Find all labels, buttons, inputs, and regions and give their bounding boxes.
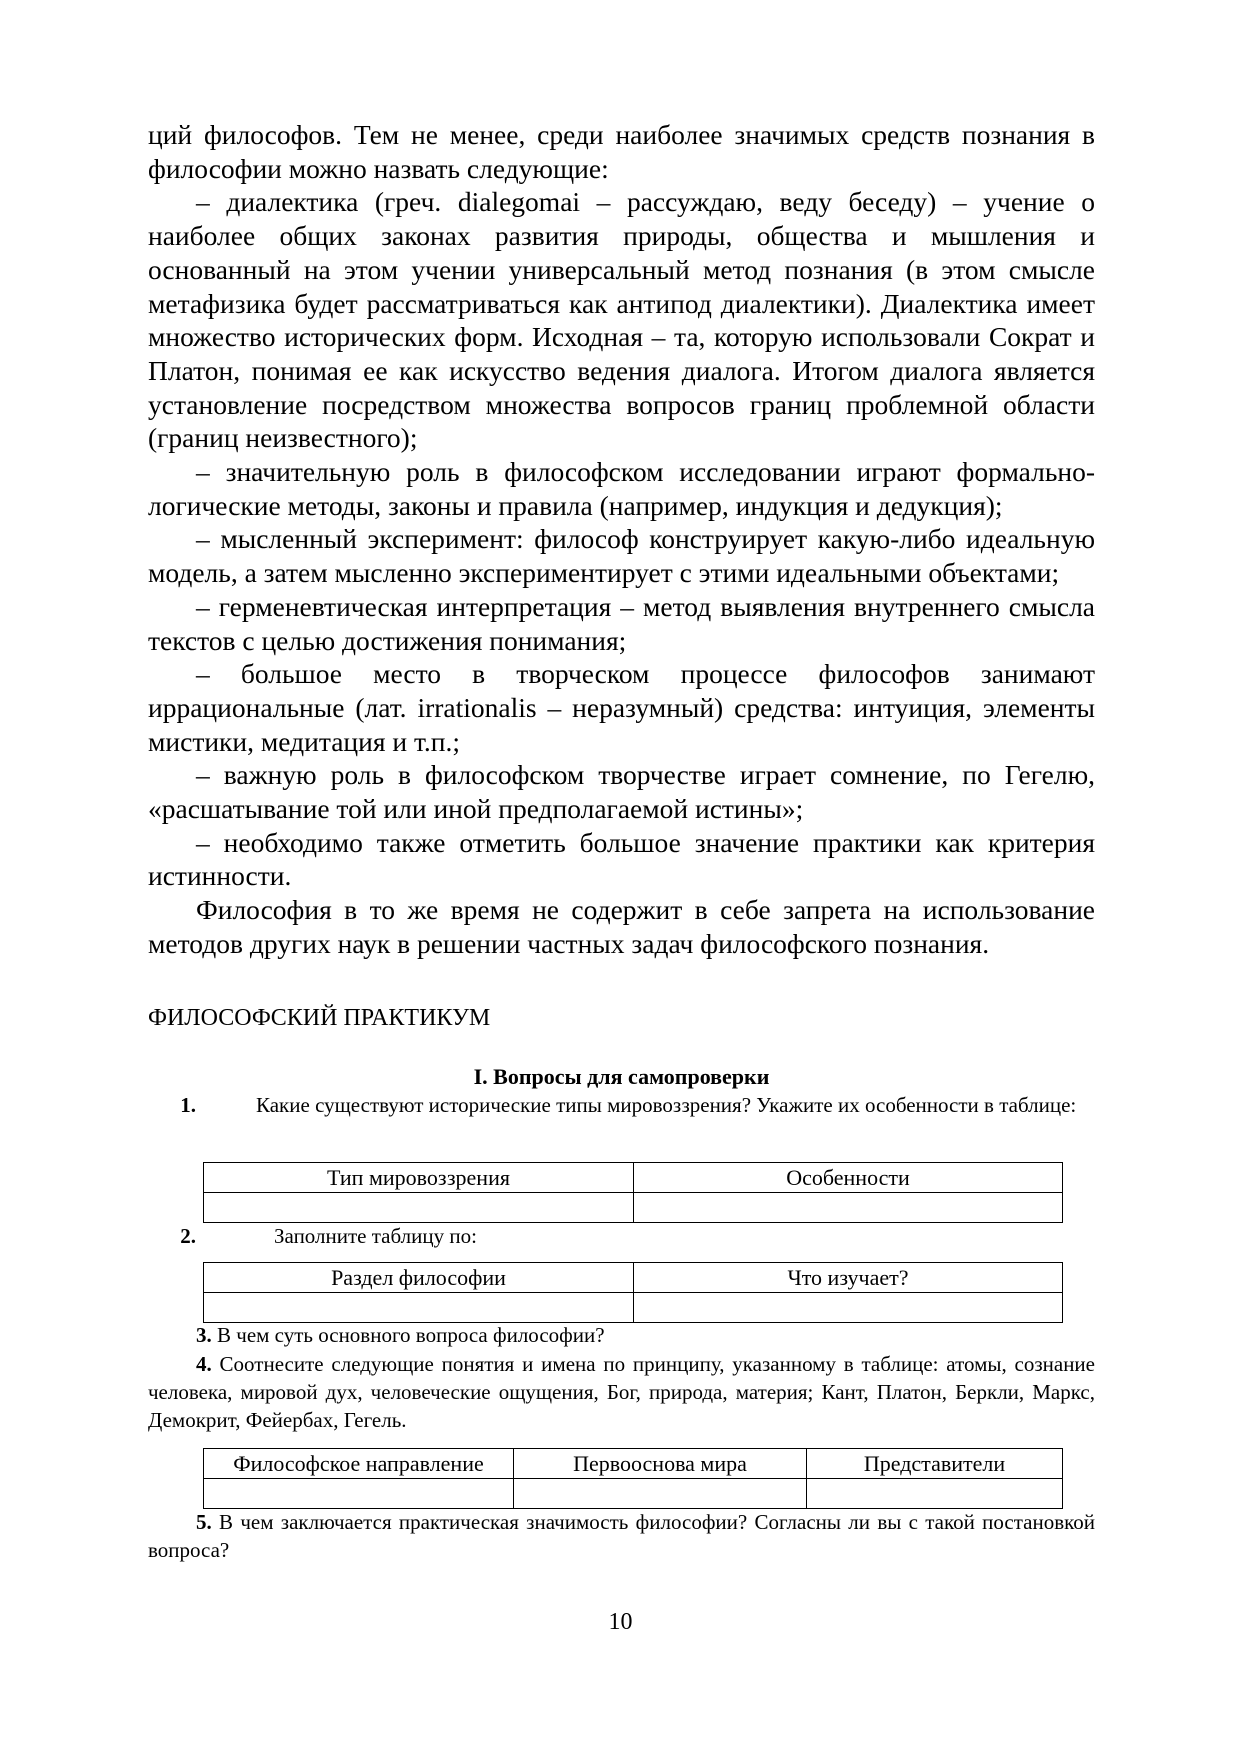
- paragraph-formal-logic: – значительную роль в философском исследовании играют формально-логические методы, законы и правила (например, индукция и дедукция);: [148, 456, 1095, 521]
- table-empty-cell[interactable]: [204, 1193, 634, 1223]
- question-2: [148, 1222, 1095, 1250]
- question-text: Соотнесите следующие понятия и имена по принципу, указанному в таблице: атомы, сознание человека, мировой дух, человеческие ощущения, Бог, природа, материя; Кант, Платон, Беркли, Маркс, Демокрит, Фейербах, Гегель.: [148, 1352, 1095, 1432]
- table-header-cell: Особенности: [634, 1163, 1063, 1193]
- paragraph-intro: ций философов. Тем не менее, среди наиболее значимых средств познания в философии можно назвать следующие:: [148, 119, 1095, 184]
- table-empty-cell[interactable]: [204, 1479, 514, 1509]
- question-number: 1.: [180, 1093, 196, 1117]
- table-empty-cell[interactable]: [204, 1293, 634, 1323]
- section-title: ФИЛОСОФСКИЙ ПРАКТИКУМ: [148, 1005, 491, 1031]
- table-empty-cell[interactable]: [634, 1293, 1063, 1323]
- question-text: Какие существуют исторические типы мировоззрения? Укажите их особенности в таблице:: [256, 1093, 1077, 1117]
- table-header-cell: Представители: [807, 1449, 1063, 1479]
- question-5: [148, 1508, 1095, 1564]
- question-text: Заполните таблицу по:: [274, 1224, 477, 1248]
- question-text: В чем суть основного вопроса философии?: [217, 1323, 605, 1347]
- question-number: 2.: [180, 1224, 196, 1248]
- question-number: 5.: [196, 1510, 212, 1534]
- table-philosophy-sections: [203, 1262, 1063, 1323]
- question-1: [148, 1091, 1095, 1119]
- paragraph-doubt: – важную роль в философском творчестве играет сомнение, по Гегелю, «расшатывание той или иной предполагаемой истины»;: [148, 759, 1095, 825]
- paragraph-irrational: – большое место в творческом процессе философов занимают иррациональные (лат. irrationalis – неразумный) средства: интуиция, элементы мистики, медитация и т.п.;: [148, 658, 1095, 757]
- question-number: 4.: [196, 1352, 212, 1376]
- table-header-cell: Философское направление: [204, 1449, 514, 1479]
- table-worldview-types: [203, 1162, 1063, 1223]
- question-number: 3.: [196, 1323, 212, 1347]
- table-header-cell: Раздел философии: [204, 1263, 634, 1293]
- table-empty-cell[interactable]: [634, 1193, 1063, 1223]
- question-3: [148, 1321, 1095, 1349]
- paragraph-hermeneutics: – герменевтическая интерпретация – метод выявления внутреннего смысла текстов с целью достижения понимания;: [148, 590, 1095, 656]
- body-text: [148, 118, 1095, 961]
- table-header-cell: Тип мировоззрения: [204, 1163, 634, 1193]
- table-empty-cell[interactable]: [807, 1479, 1063, 1509]
- question-4: [148, 1350, 1095, 1434]
- table-header-cell: Первооснова мира: [514, 1449, 807, 1479]
- table-empty-cell[interactable]: [514, 1479, 807, 1509]
- questions-heading: I. Вопросы для самопроверки: [473, 1064, 770, 1089]
- paragraph-practice: – необходимо также отметить большое значение практики как критерия истинности.: [148, 826, 1095, 892]
- paragraph-methods: Философия в то же время не содержит в себе запрета на использование методов других наук в решении частных задач философского познания.: [148, 894, 1095, 959]
- page-number: 10: [608, 1609, 633, 1635]
- question-text: В чем заключается практическая значимость философии? Согласны ли вы с такой постановкой вопроса?: [148, 1510, 1096, 1562]
- table-philosophical-directions: [203, 1448, 1063, 1509]
- table-header-cell: Что изучает?: [634, 1263, 1063, 1293]
- paragraph-thought-experiment: – мысленный эксперимент: философ конструирует какую-либо идеальную модель, а затем мысленно экспериментирует с этими идеальными объектами;: [148, 523, 1095, 589]
- paragraph-dialectics: – диалектика (греч. dialegomai – рассуждаю, веду беседу) – учение о наиболее общих законах развития природы, общества и мышления и основанный на этом учении универсальный метод познания (в этом смысле метафизика будет рассматриваться как антипод диалектики). Диалектика имеет множество исторических форм. Исходная – та, которую использовали Сократ и Платон, понимая ее как искусство ведения диалога. Итогом диалога является установление посредством множества вопросов границ проблемной области (границ неизвестного);: [148, 186, 1095, 454]
